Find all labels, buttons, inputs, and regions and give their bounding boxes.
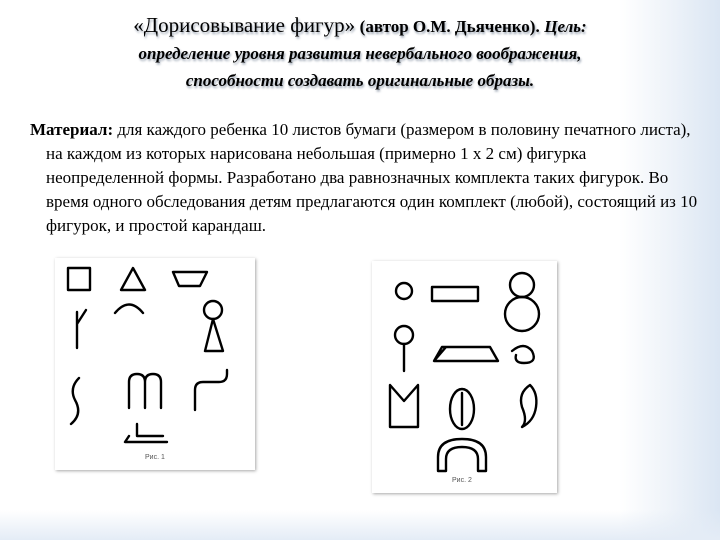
- lollipop-shape: [395, 326, 413, 371]
- circle-triangle-shape: [204, 301, 223, 351]
- parallelogram-shape: [434, 347, 498, 361]
- arc-shape: [115, 305, 143, 314]
- title-main: «Дорисовывание фигур»: [133, 13, 356, 37]
- comma-shape: [512, 346, 534, 363]
- double-circle-shape: [505, 273, 539, 331]
- horseshoe-shape: [438, 439, 486, 471]
- hook-shape: [195, 370, 227, 410]
- material-text: для каждого ребенка 10 листов бумаги (размером в половину печатного листа), на каждом из которых нарисована небольшая (примерно 1 х 2 см) фигурка неопределенной формы. Разработано два равнозначных комплекта таких фигурок. Во время одного обследования детям предлагаются один комплект (любой), состоящий из 10 фигурок, и простой карандаш.: [46, 120, 698, 235]
- m-shape: [129, 374, 161, 408]
- small-circle-shape: [396, 283, 412, 299]
- figure-set-2-caption: Рис. 2: [452, 477, 472, 484]
- figure-set-1-drawing: [55, 258, 255, 470]
- tray-shape: [125, 424, 167, 442]
- title-author: (автор О.М. Дьяченко).: [359, 17, 540, 36]
- s-curve-shape: [71, 378, 79, 424]
- title-goal-line1: определение уровня развития невербального воображения,: [138, 44, 582, 63]
- figure-set-1: [55, 258, 255, 470]
- rectangle-shape: [432, 287, 478, 301]
- material-paragraph: [30, 118, 706, 238]
- bean-shape: [521, 385, 536, 427]
- figure-set-2: [372, 261, 557, 493]
- oval-line-shape: [450, 389, 474, 429]
- figure-set-1-caption: Рис. 1: [145, 454, 165, 461]
- crown-shape: [390, 385, 418, 427]
- square-shape: [68, 268, 90, 290]
- slide-title: [10, 12, 710, 94]
- branch-shape: [77, 310, 86, 348]
- title-goal-label: Цель:: [544, 17, 587, 36]
- material-label: Материал:: [30, 120, 114, 139]
- title-goal-line2: способности создавать оригинальные образы.: [185, 71, 535, 90]
- trapezoid-shape: [173, 272, 207, 286]
- figure-set-2-drawing: [372, 261, 557, 493]
- triangle-shape: [121, 268, 145, 290]
